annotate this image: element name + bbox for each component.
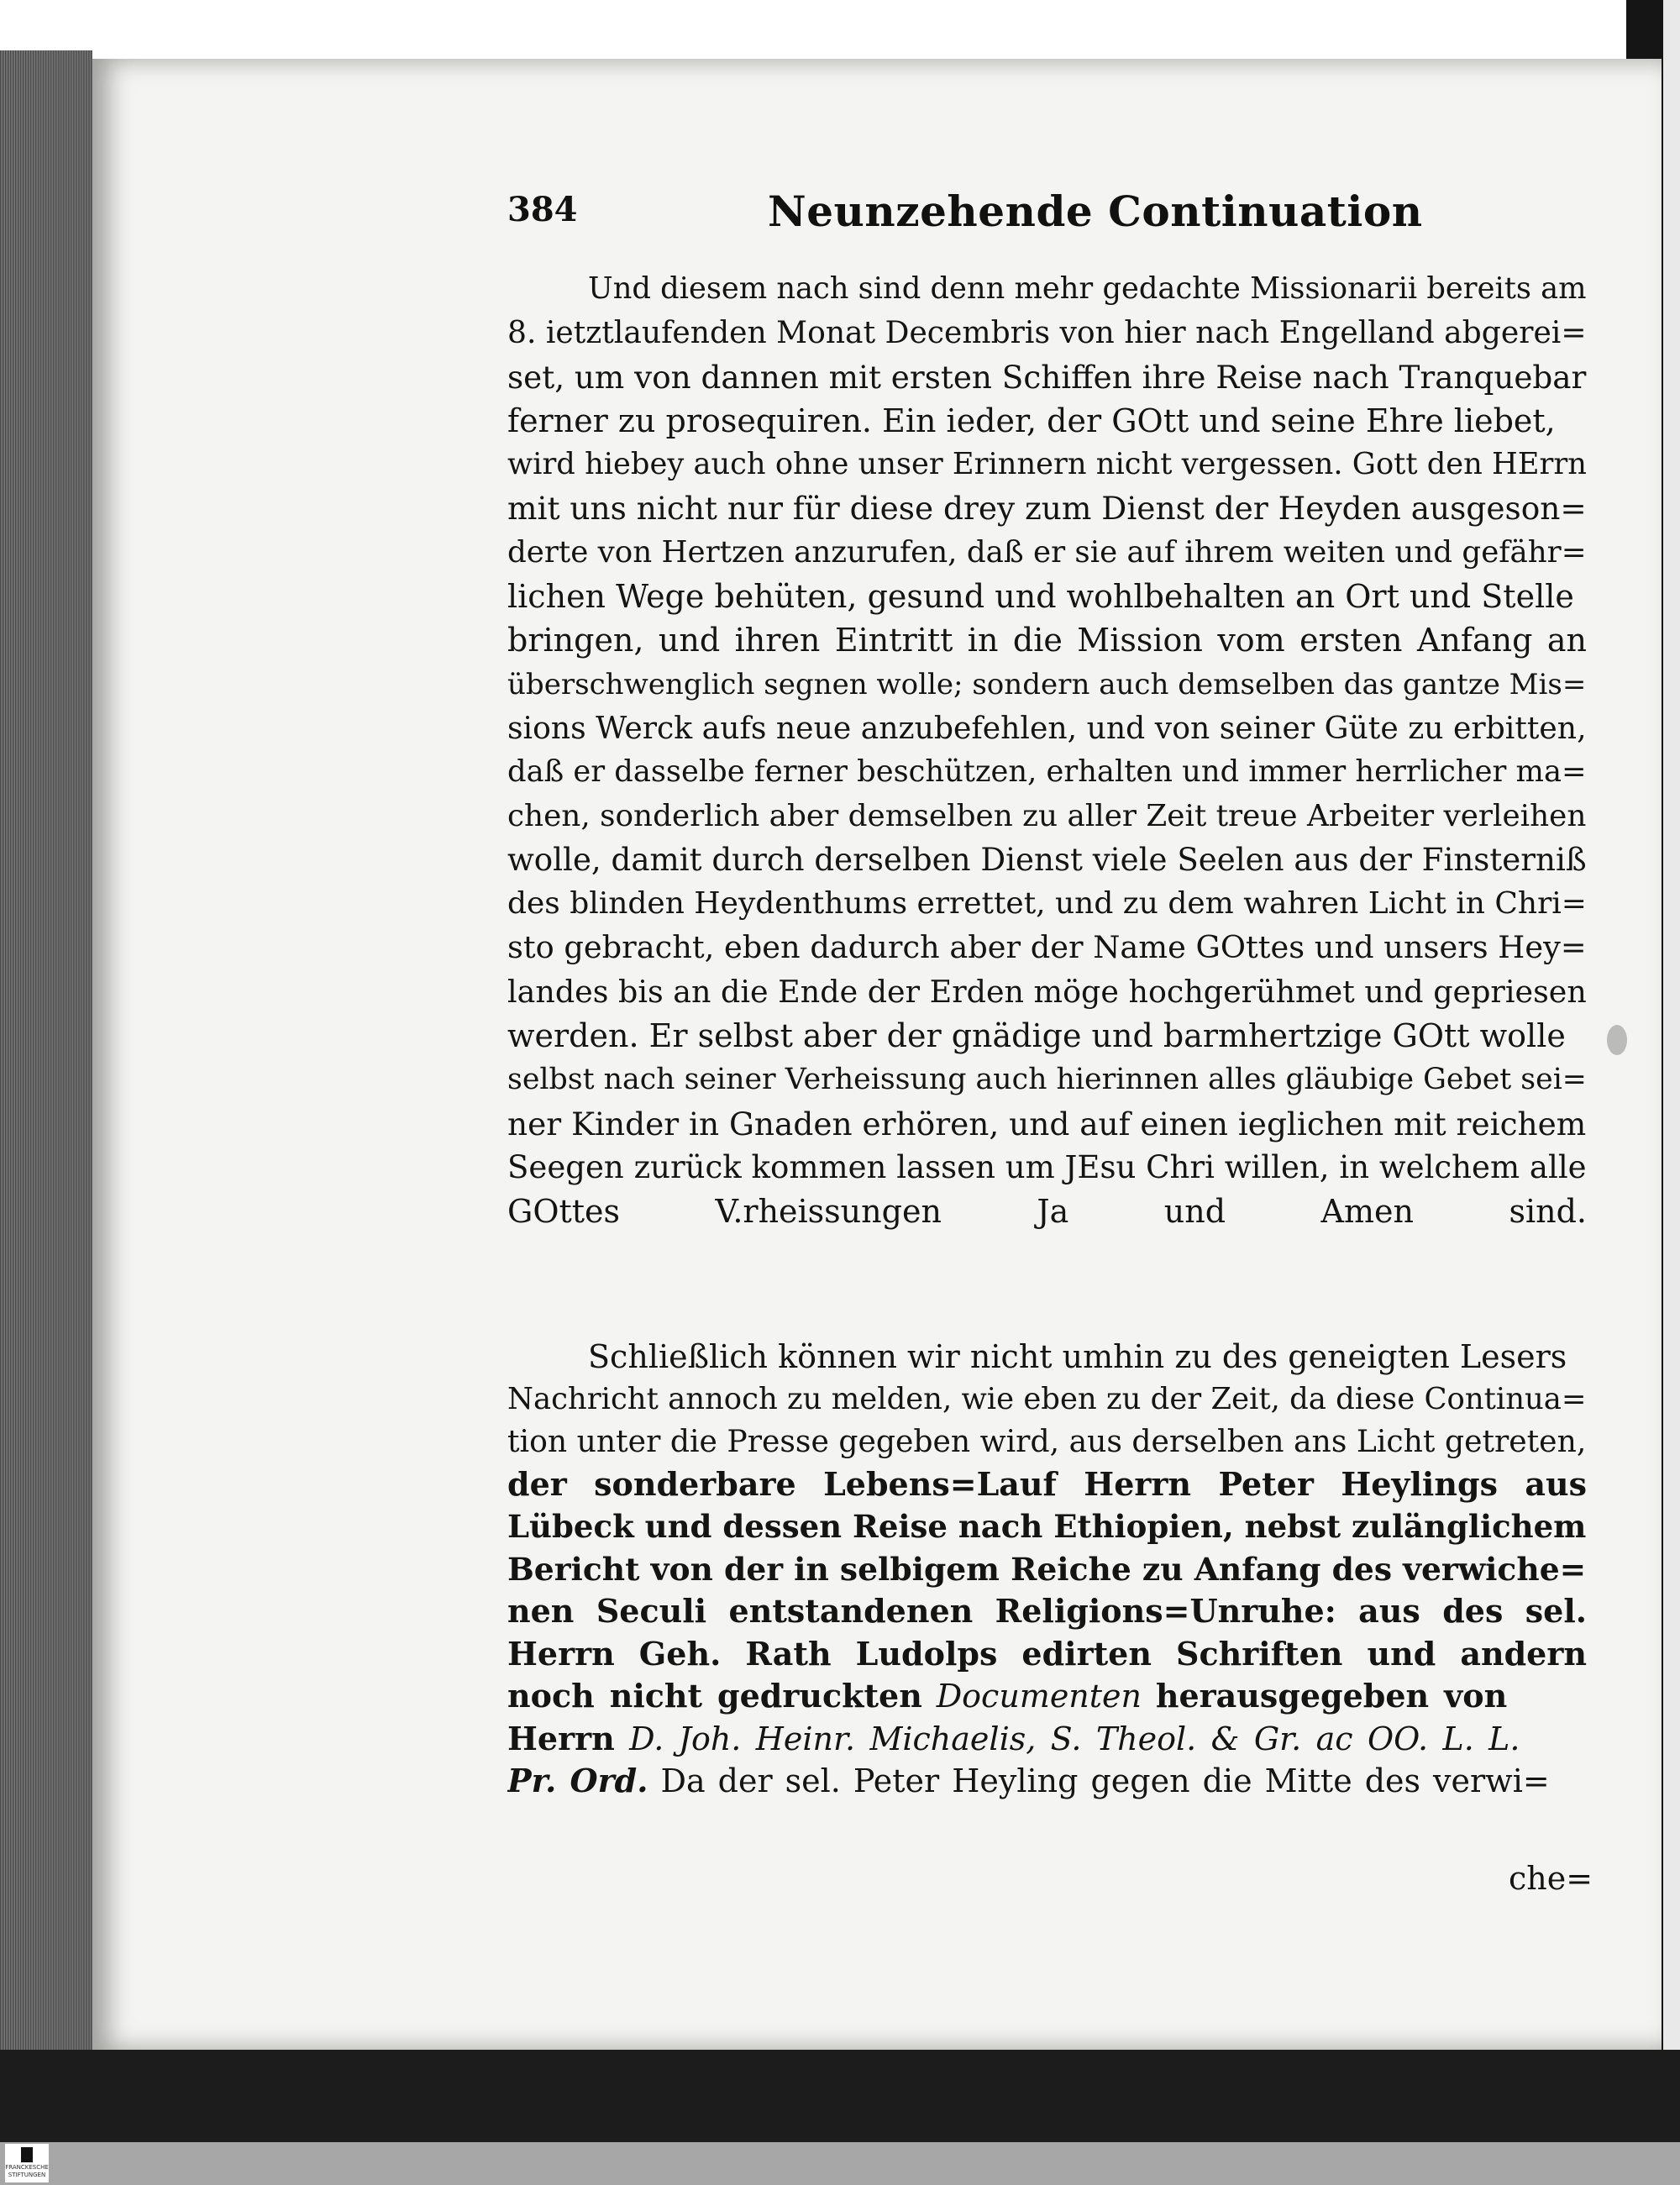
text-line: wird hiebey auch ohne unser Erinnern nicht vergessen. Gott den HErrn	[507, 447, 1587, 482]
book-title-line	[507, 1675, 1587, 1718]
text-line: Und diesem nach sind denn mehr gedachte Missionarii bereits am	[588, 271, 1587, 306]
logo-text: FRANCKESCHE STIFTUNGEN	[5, 2164, 49, 2178]
text-line: 8. ietztlaufenden Monat Decembris von hier nach Engelland abgerei=	[507, 315, 1587, 351]
text-line: Seegen zurück kommen lassen um JEsu Chri willen, in welchem alle	[507, 1148, 1587, 1185]
book-title-line: Herrn Geh. Rath Ludolps edirten Schriften und andern	[507, 1634, 1587, 1673]
text-line: set, um von dannen mit ersten Schiffen ihre Reise nach Tranquebar	[507, 358, 1587, 396]
text-line: bringen, und ihren Eintritt in die Mission vom ersten Anfang an	[507, 622, 1587, 659]
book-title-line	[507, 1718, 1587, 1761]
text-line: lichen Wege behüten, gesund und wohlbehalten an Ort und Stelle	[507, 578, 1574, 616]
book-title-line: der sonderbare Lebens=Lauf Herrn Peter Heylings aus	[507, 1464, 1587, 1503]
margin-smudge	[1607, 1025, 1627, 1055]
text-span: noch nicht gedruckten	[507, 1677, 922, 1715]
text-line: Schließlich können wir nicht umhin zu des geneigten Lesers	[588, 1338, 1567, 1375]
paragraph-announcement	[507, 1336, 1587, 1803]
scan-background-top	[0, 0, 1680, 66]
text-line: ferner zu prosequiren. Ein ieder, der GOtt und seine Ehre liebet,	[507, 402, 1556, 439]
text-line: überschwenglich segnen wolle; sondern auch demselben das gantze Mis=	[507, 667, 1587, 701]
book-title-line: Bericht von der in selbigem Reiche zu Anfang des verwiche=	[507, 1550, 1587, 1588]
catchword: che=	[1509, 1860, 1593, 1897]
text-line: daß er dasselbe ferner beschützen, erhalten und immer herrlicher ma=	[507, 754, 1587, 790]
text-line: tion unter die Presse gegeben wird, aus derselben ans Licht getreten,	[507, 1423, 1587, 1459]
text-line: selbst nach seiner Verheissung auch hierinnen alles gläubige Gebet sei=	[507, 1063, 1587, 1097]
text-line	[507, 1760, 1587, 1803]
book-title-line: Lübeck und dessen Reise nach Ethiopien, nebst zulänglichem	[507, 1508, 1587, 1545]
text-line: landes bis an die Ende der Erden möge hochgerühmet und gepriesen	[507, 973, 1587, 1010]
running-title: Neunzehende Continuation	[768, 186, 1423, 236]
text-span: Da der sel. Peter Heyling gegen die Mitte des verwi=	[660, 1762, 1550, 1799]
text-span: Pr. Ord.	[507, 1762, 648, 1799]
book-page-edges	[0, 50, 92, 2100]
text-line: GOttes V.rheissungen Ja und Amen sind.	[507, 1193, 1587, 1231]
paragraph-missionaries	[507, 267, 1587, 1234]
page-header	[507, 186, 1591, 249]
page-number: 384	[507, 190, 578, 229]
scan-background-bottom	[0, 2050, 1680, 2142]
text-span: Herrn	[507, 1719, 615, 1757]
text-span: herausgegeben von	[1155, 1677, 1508, 1715]
text-line: werden. Er selbst aber der gnädige und barmhertzige GOtt wolle	[507, 1017, 1566, 1055]
scan-background-right	[1663, 0, 1680, 2117]
text-line: mit uns nicht nur für diese drey zum Dienst der Heyden ausgeson=	[507, 490, 1587, 528]
logo-mark-icon	[21, 2147, 33, 2162]
text-span: D. Joh. Heinr. Michaelis, S. Theol. & Gr. ac OO. L. L.	[629, 1720, 1520, 1757]
text-line: ner Kinder in Gnaden erhören, und auf einen ieglichen mit reichem	[507, 1105, 1587, 1142]
text-line: chen, sonderlich aber demselben zu aller Zeit treue Arbeiter verleihen	[507, 798, 1587, 833]
text-line: sto gebracht, eben dadurch aber der Name GOttes und unsers Hey=	[507, 929, 1587, 966]
text-line: derte von Hertzen anzurufen, daß er sie auf ihrem weiten und gefähr=	[507, 534, 1587, 570]
book-title-line: nen Seculi entstandenen Religions=Unruhe: aus des sel.	[507, 1592, 1587, 1630]
institution-logo	[5, 2144, 49, 2182]
text-span: Documenten	[936, 1678, 1142, 1715]
text-line: wolle, damit durch derselben Dienst viele Seelen aus der Finsterniß	[507, 841, 1587, 878]
text-line: sions Werck aufs neue anzubefehlen, und von seiner Güte zu erbitten,	[507, 709, 1587, 746]
text-line: des blinden Heydenthums errettet, und zu dem wahren Licht in Chri=	[507, 886, 1587, 922]
text-line: Nachricht annoch zu melden, wie eben zu der Zeit, da diese Continua=	[507, 1381, 1587, 1416]
scan-footer-bar	[0, 2142, 1680, 2185]
